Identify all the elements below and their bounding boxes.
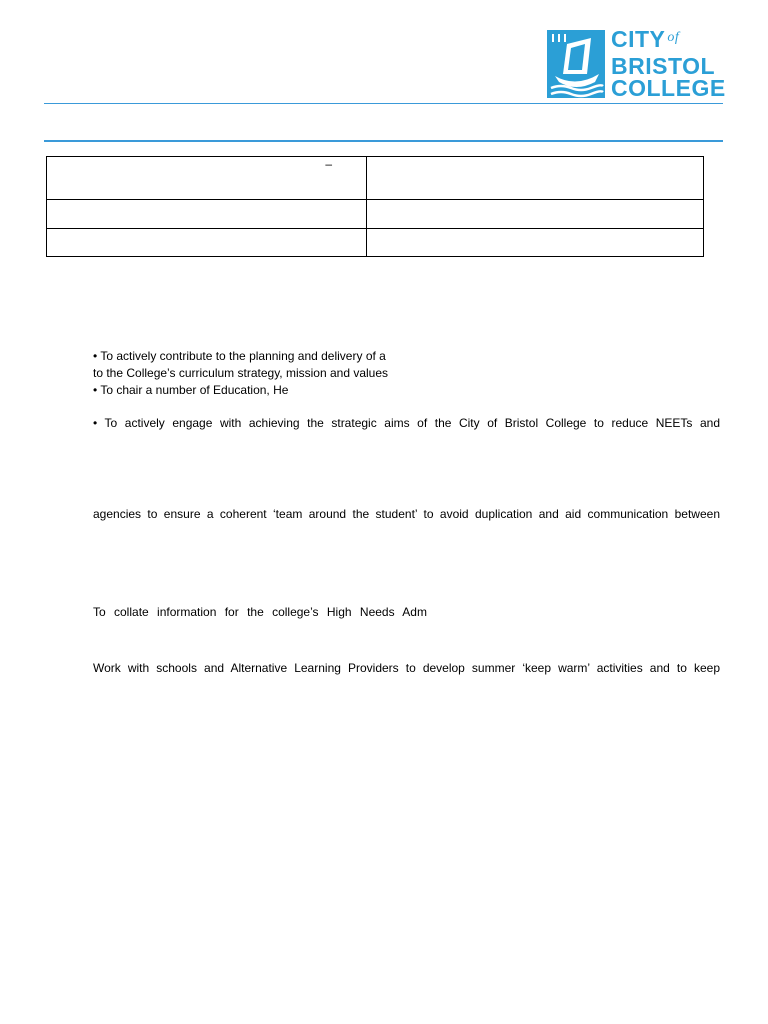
- job-details-table: [46, 156, 704, 257]
- table-cell: [367, 229, 704, 257]
- logo-line-city: CITY: [611, 26, 666, 52]
- table-cell: [47, 200, 367, 229]
- paragraph-agencies: agencies to ensure a coherent ‘team around the student’ to avoid duplication and aid communication between: [93, 507, 720, 521]
- table-cell: [367, 200, 704, 229]
- table-row: [47, 229, 704, 257]
- table-cell: –: [47, 157, 367, 200]
- table-row: [47, 200, 704, 229]
- paragraph-work: Work with schools and Alternative Learning Providers to develop summer ‘keep warm’ activities and to keep: [93, 661, 720, 675]
- logo-line-of: of: [667, 30, 680, 45]
- college-logo: [547, 28, 737, 100]
- paragraph-collate: To collate information for the college’s High Needs Adm: [93, 605, 427, 619]
- bullet-engage: • To actively engage with achieving the strategic aims of the City of Bristol College to reduce NEETs and: [93, 416, 720, 430]
- bullet-contribute-cont: to the College’s curriculum strategy, mission and values: [93, 366, 389, 380]
- table-cell: [47, 229, 367, 257]
- bullet-chair: • To chair a number of Education, He: [93, 383, 289, 397]
- logo-wordmark: [611, 28, 726, 99]
- header-rule-bottom: [44, 140, 723, 142]
- ship-emblem-icon: [547, 30, 605, 98]
- logo-line-bristol: BRISTOL: [611, 53, 716, 79]
- header-rule-top: [44, 103, 723, 104]
- table-row: [47, 157, 704, 200]
- logo-line-college: COLLEGE: [611, 75, 726, 101]
- bullet-contribute: • To actively contribute to the planning and delivery of a: [93, 349, 386, 363]
- table-cell: [367, 157, 704, 200]
